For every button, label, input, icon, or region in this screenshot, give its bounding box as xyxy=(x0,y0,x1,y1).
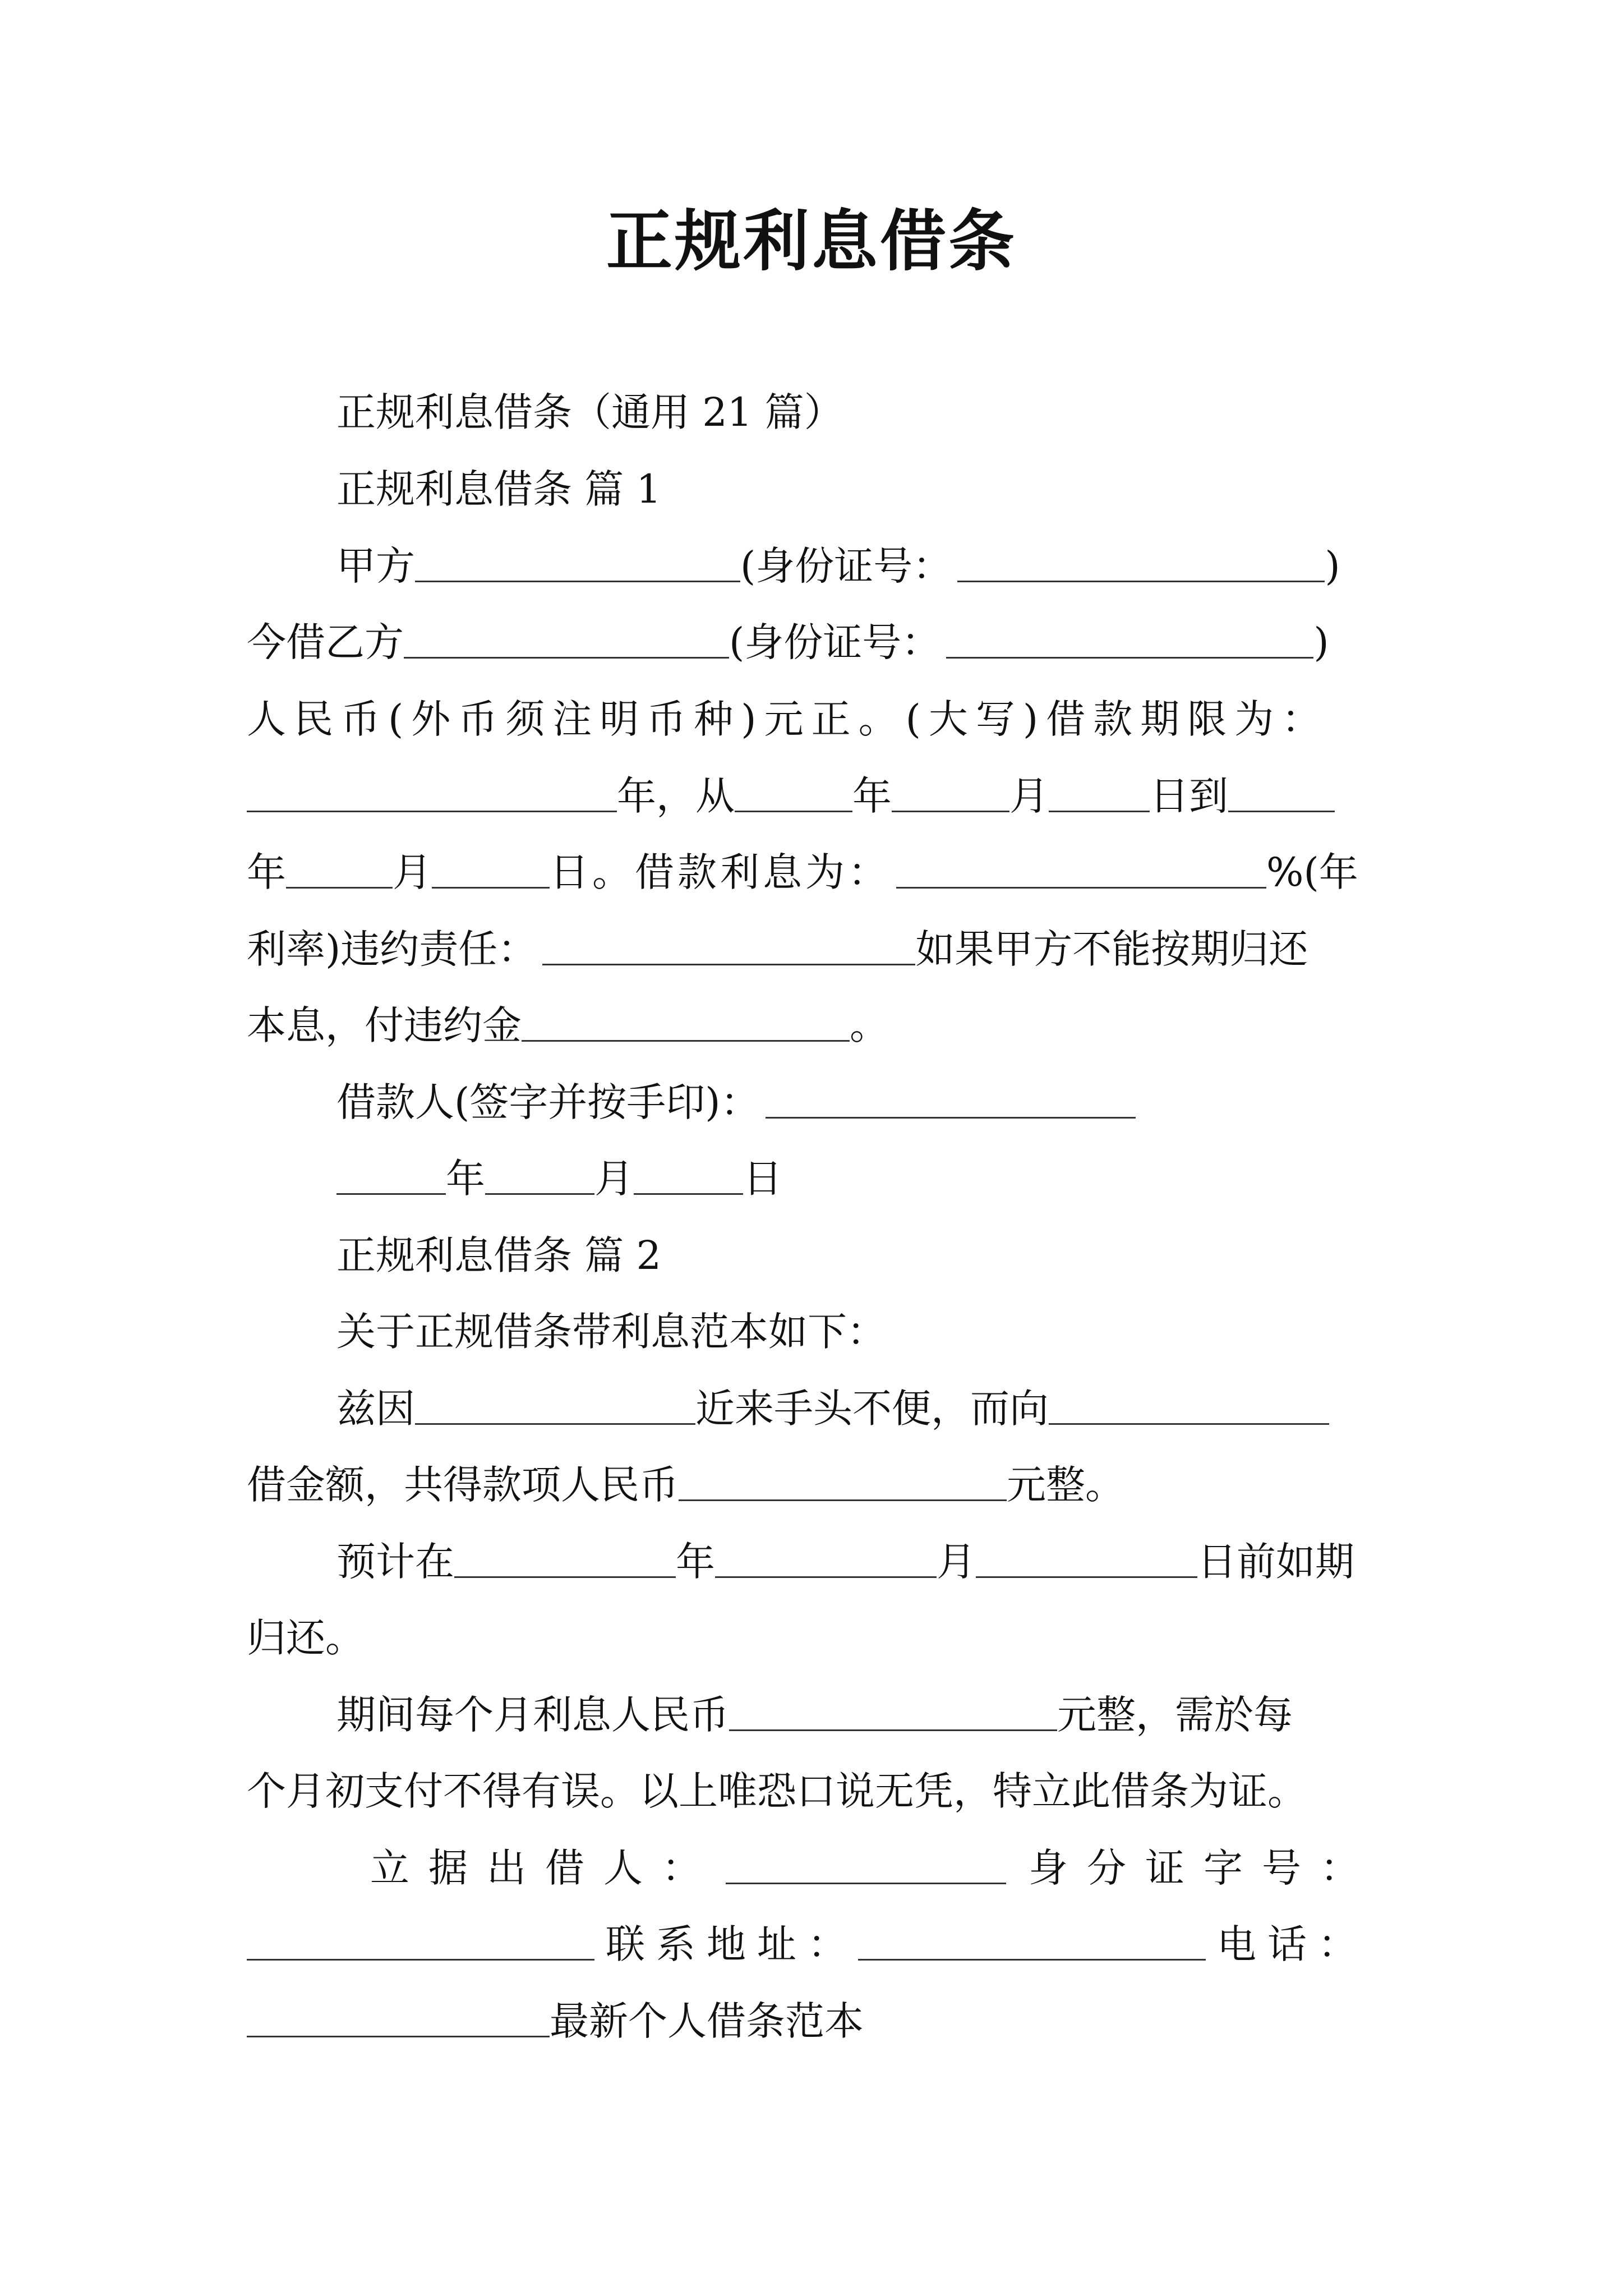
annual-rate-label: %(年 xyxy=(1266,849,1358,895)
sign-year-blank xyxy=(336,1148,446,1195)
footer-text: 最新个人借条范本 xyxy=(550,1998,864,2044)
party-a-line xyxy=(336,535,1385,597)
end-month-blank xyxy=(286,841,393,889)
interest-line xyxy=(247,841,1385,903)
repay-day-blank xyxy=(976,1531,1197,1578)
monthly-interest-line xyxy=(336,1684,1385,1746)
end-day-blank xyxy=(432,841,550,889)
loan-term-line xyxy=(247,765,1385,827)
repay-label: 预计在 xyxy=(336,1539,454,1585)
lender-label: 立据出借人： xyxy=(370,1845,720,1891)
sign-month-label: 月 xyxy=(594,1156,634,1202)
penalty-label: 本息，付违约金 xyxy=(247,1002,522,1048)
start-day-label: 日到 xyxy=(1150,773,1228,819)
start-year-label: 年 xyxy=(852,773,892,819)
id-number-label: (身份证号： xyxy=(729,619,941,665)
end-year-label: 年 xyxy=(247,849,286,895)
document-subtitle: 正规利息借条（通用 21 篇） xyxy=(336,389,843,435)
sign-day-blank xyxy=(634,1148,743,1195)
repay-month-label: 月 xyxy=(937,1539,976,1585)
borrower-name-blank xyxy=(415,1378,695,1425)
repay-year-blank xyxy=(454,1531,676,1578)
reason-label: 兹因 xyxy=(336,1386,415,1432)
monthly-interest-blank xyxy=(729,1684,1057,1731)
amount-blank xyxy=(679,1454,1007,1501)
party-b-line xyxy=(247,611,1385,673)
start-day-blank xyxy=(1049,765,1150,812)
breach-line xyxy=(247,918,1385,980)
period-mark: 。 xyxy=(850,1002,889,1048)
sign-year-label: 年 xyxy=(446,1156,485,1202)
amount-line xyxy=(247,1454,1124,1516)
close-paren: ) xyxy=(1313,619,1329,665)
penalty-blank xyxy=(522,995,850,1042)
end-year-blank xyxy=(1228,765,1335,812)
footer-line xyxy=(247,1990,864,2052)
breach-text: 如果甲方不能按期归还 xyxy=(915,926,1308,972)
party-a-label: 甲方 xyxy=(336,543,415,589)
party-a-id-blank xyxy=(957,535,1325,582)
repay-year-label: 年 xyxy=(676,1539,715,1585)
repay-day-label: 日前如期 xyxy=(1197,1539,1354,1585)
start-year-blank xyxy=(735,765,852,812)
sign-day-label: 日 xyxy=(743,1156,782,1202)
monthly-interest-unit: 元整，需於每 xyxy=(1057,1692,1293,1738)
section-1-heading: 正规利息借条 篇 1 xyxy=(336,466,662,512)
lender-line xyxy=(370,1837,1385,1899)
amount-unit: 元整。 xyxy=(1007,1462,1124,1508)
start-month-label: 月 xyxy=(1009,773,1049,819)
section-2-intro: 关于正规借条带利息范本如下： xyxy=(336,1309,886,1355)
lender-name-blank xyxy=(1049,1378,1329,1425)
lender-blank xyxy=(726,1837,1006,1884)
party-b-id-blank xyxy=(946,611,1313,659)
borrower-sign-blank xyxy=(766,1071,1136,1119)
term-years-label: 年，从 xyxy=(617,773,735,819)
sign-month-blank xyxy=(485,1148,594,1195)
section-2-heading: 正规利息借条 篇 2 xyxy=(336,1232,662,1278)
breach-blank xyxy=(542,918,915,965)
sign-date-line xyxy=(336,1148,782,1209)
phone-label: 电话： xyxy=(1217,1921,1368,1967)
address-blank xyxy=(858,1913,1206,1961)
end-month-label: 月 xyxy=(393,849,432,895)
repay-text: 归还。 xyxy=(247,1615,365,1661)
breach-label: 利率)违约责任： xyxy=(247,926,537,972)
borrower-sign-label: 借款人(签字并按手印)： xyxy=(336,1079,760,1125)
interest-label: 日。借款利息为： xyxy=(550,849,891,895)
party-b-label: 今借乙方 xyxy=(247,619,404,665)
amount-label: 借金额，共得款项人民币 xyxy=(247,1462,679,1508)
reason-text: 近来手头不便，而向 xyxy=(695,1386,1049,1432)
term-years-blank xyxy=(247,765,617,812)
interest-rate-blank xyxy=(896,841,1266,889)
party-a-blank xyxy=(415,535,740,582)
party-b-blank xyxy=(404,611,729,659)
address-label: 联系地址： xyxy=(606,1921,858,1967)
repay-date-line xyxy=(336,1531,1385,1593)
contact-line xyxy=(247,1913,1385,1975)
payment-terms: 个月初支付不得有误。以上唯恐口说无凭，特立此借条为证。 xyxy=(247,1768,1307,1814)
document-title: 正规利息借条 xyxy=(606,202,1017,280)
phone-blank xyxy=(247,1990,550,2037)
borrower-sign-line xyxy=(336,1071,1136,1133)
currency-line: 人民币(外币须注明币种)元正。(大写)借款期限为： xyxy=(247,696,1329,742)
penalty-line xyxy=(247,995,889,1056)
monthly-interest-label: 期间每个月利息人民币 xyxy=(336,1692,729,1738)
reason-line xyxy=(336,1378,1385,1439)
id-card-blank xyxy=(247,1913,594,1961)
repay-month-blank xyxy=(715,1531,937,1578)
close-paren: ) xyxy=(1325,543,1340,589)
id-number-label: (身份证号： xyxy=(740,543,952,589)
start-month-blank xyxy=(892,765,1009,812)
id-card-label: 身分证字号： xyxy=(1029,1845,1378,1891)
